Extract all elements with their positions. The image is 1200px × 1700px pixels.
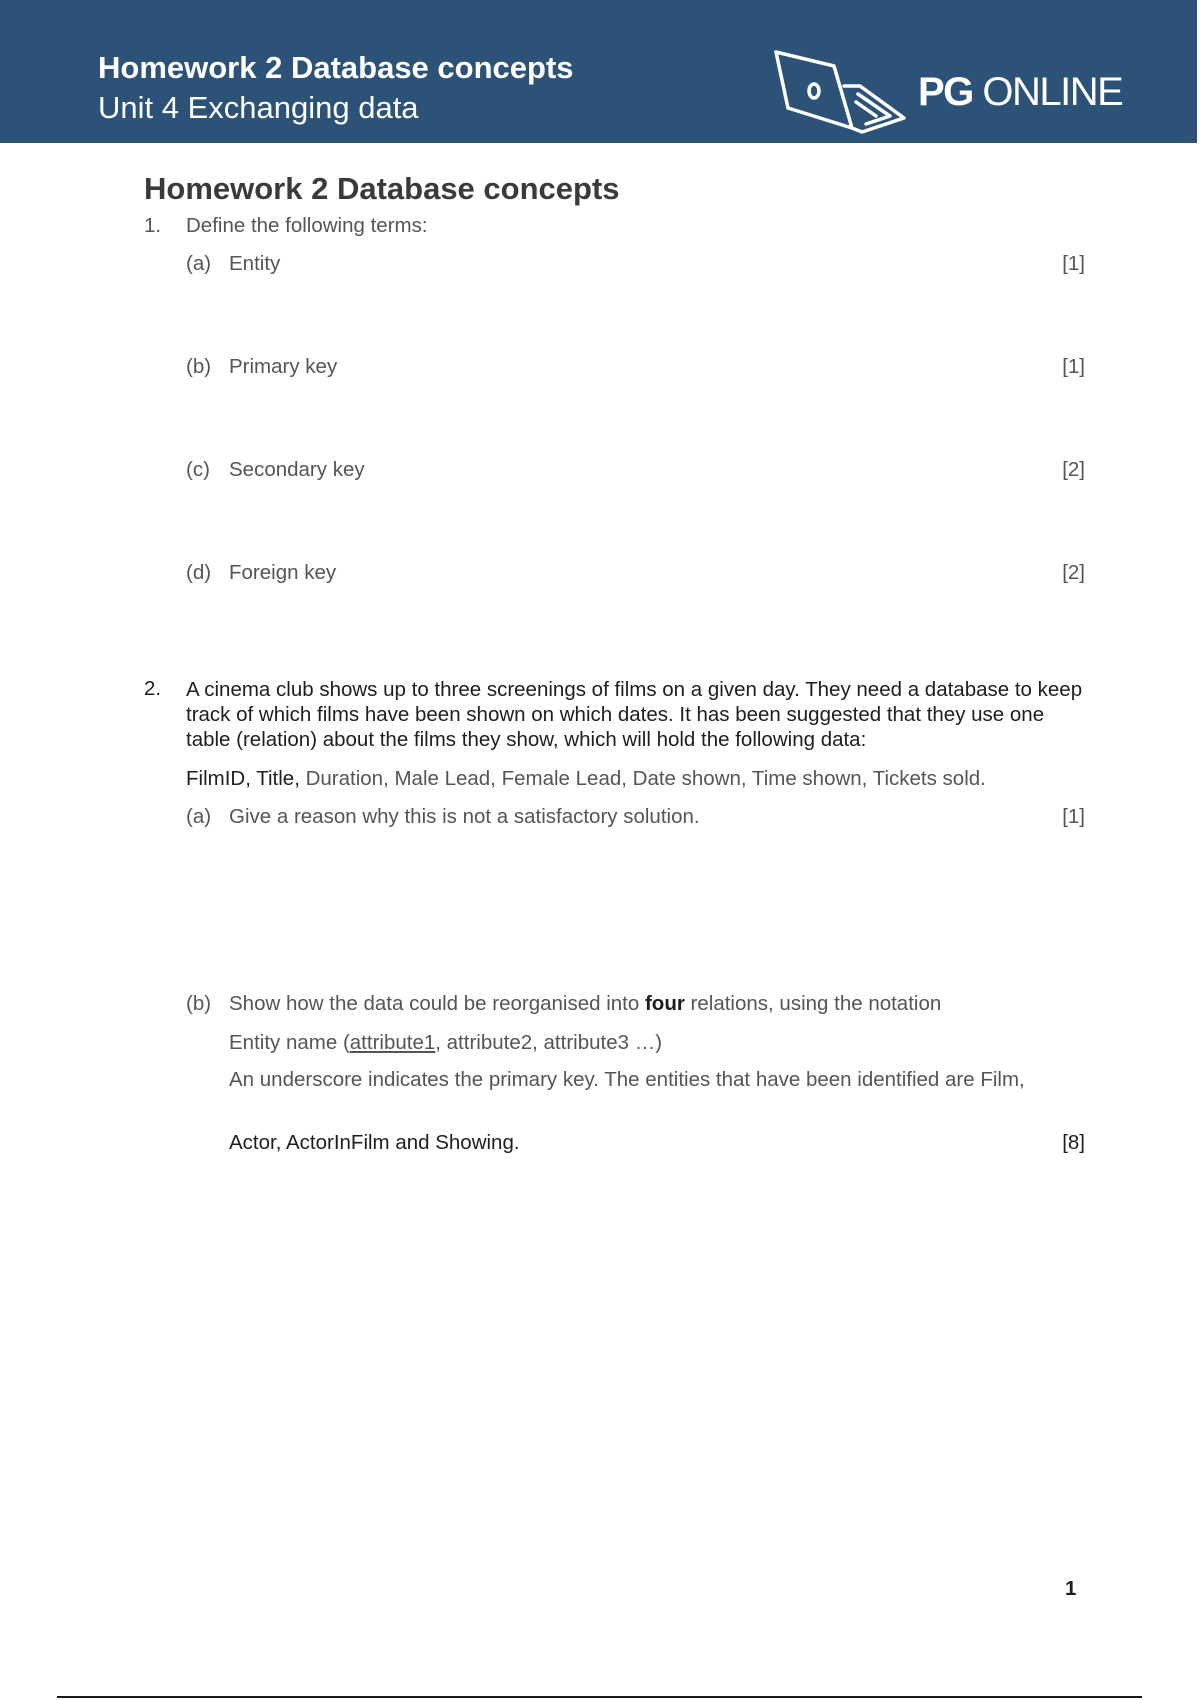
q2a-marks: [1] <box>1062 805 1085 828</box>
banner-title: Homework 2 Database concepts <box>98 50 574 85</box>
page-number: 1 <box>1065 1577 1077 1600</box>
q1b-label: (b) <box>186 355 212 378</box>
q2a-text: Give a reason why this is not a satisfactory solution. <box>229 805 700 828</box>
q2-number: 2. <box>144 677 162 700</box>
q2a-label: (a) <box>186 805 212 828</box>
q2-fields-rest: Duration, Male Lead, Female Lead, Date shown, Time shown, Tickets sold. <box>299 767 986 790</box>
q2b-underscore-text: An underscore indicates the primary key. The entities that have been identified are Film, <box>229 1068 1025 1091</box>
q2-text: A cinema club shows up to three screenings of films on a given day. They need a database to keep track of which films have been shown on which dates. It has been suggested that they use one table (relation) about the films they show, which will hold the following data: <box>186 678 1083 751</box>
header-banner <box>0 0 1197 143</box>
q1c-label: (c) <box>186 458 210 481</box>
notation-start: Entity name ( <box>229 1031 350 1054</box>
banner-subtitle: Unit 4 Exchanging data <box>98 90 419 125</box>
q2b-label: (b) <box>186 992 212 1015</box>
q1b-marks: [1] <box>1062 355 1085 378</box>
q2b-text-after: relations, using the notation <box>684 992 942 1015</box>
q1c-text: Secondary key <box>229 458 365 481</box>
q1-number: 1. <box>144 214 162 237</box>
q1b-text: Primary key <box>229 355 338 378</box>
q2b-marks: [8] <box>1062 1131 1085 1154</box>
q2b-text-bold: four <box>644 992 685 1015</box>
q1c-marks: [2] <box>1062 458 1085 481</box>
q1d-text: Foreign key <box>229 561 337 584</box>
q1d-marks: [2] <box>1062 561 1085 584</box>
q2-fields <box>186 767 986 791</box>
q2b-notation <box>229 1031 662 1055</box>
q1d-label: (d) <box>186 561 212 584</box>
pg-online-logo <box>918 70 1122 115</box>
q1a-marks: [1] <box>1062 252 1085 275</box>
logo-pg: PG <box>918 70 973 114</box>
notation-end: , attribute2, attribute3 …) <box>435 1031 663 1054</box>
page-title: Homework 2 Database concepts <box>144 171 620 206</box>
q2b-text <box>229 992 941 1016</box>
q2-fields-dark: FilmID, Title, <box>186 767 300 790</box>
q1-text: Define the following terms: <box>186 214 428 237</box>
q1a-label: (a) <box>186 252 212 275</box>
laptop-logo-icon <box>772 46 907 136</box>
q1a-text: Entity <box>229 252 281 275</box>
q2b-entities: Actor, ActorInFilm and Showing. <box>229 1131 520 1154</box>
q2b-text-before: Show how the data could be reorganised into <box>229 992 645 1015</box>
logo-online: ONLINE <box>982 70 1123 114</box>
notation-key: attribute1 <box>349 1031 436 1054</box>
footer-rule <box>57 1696 1142 1698</box>
